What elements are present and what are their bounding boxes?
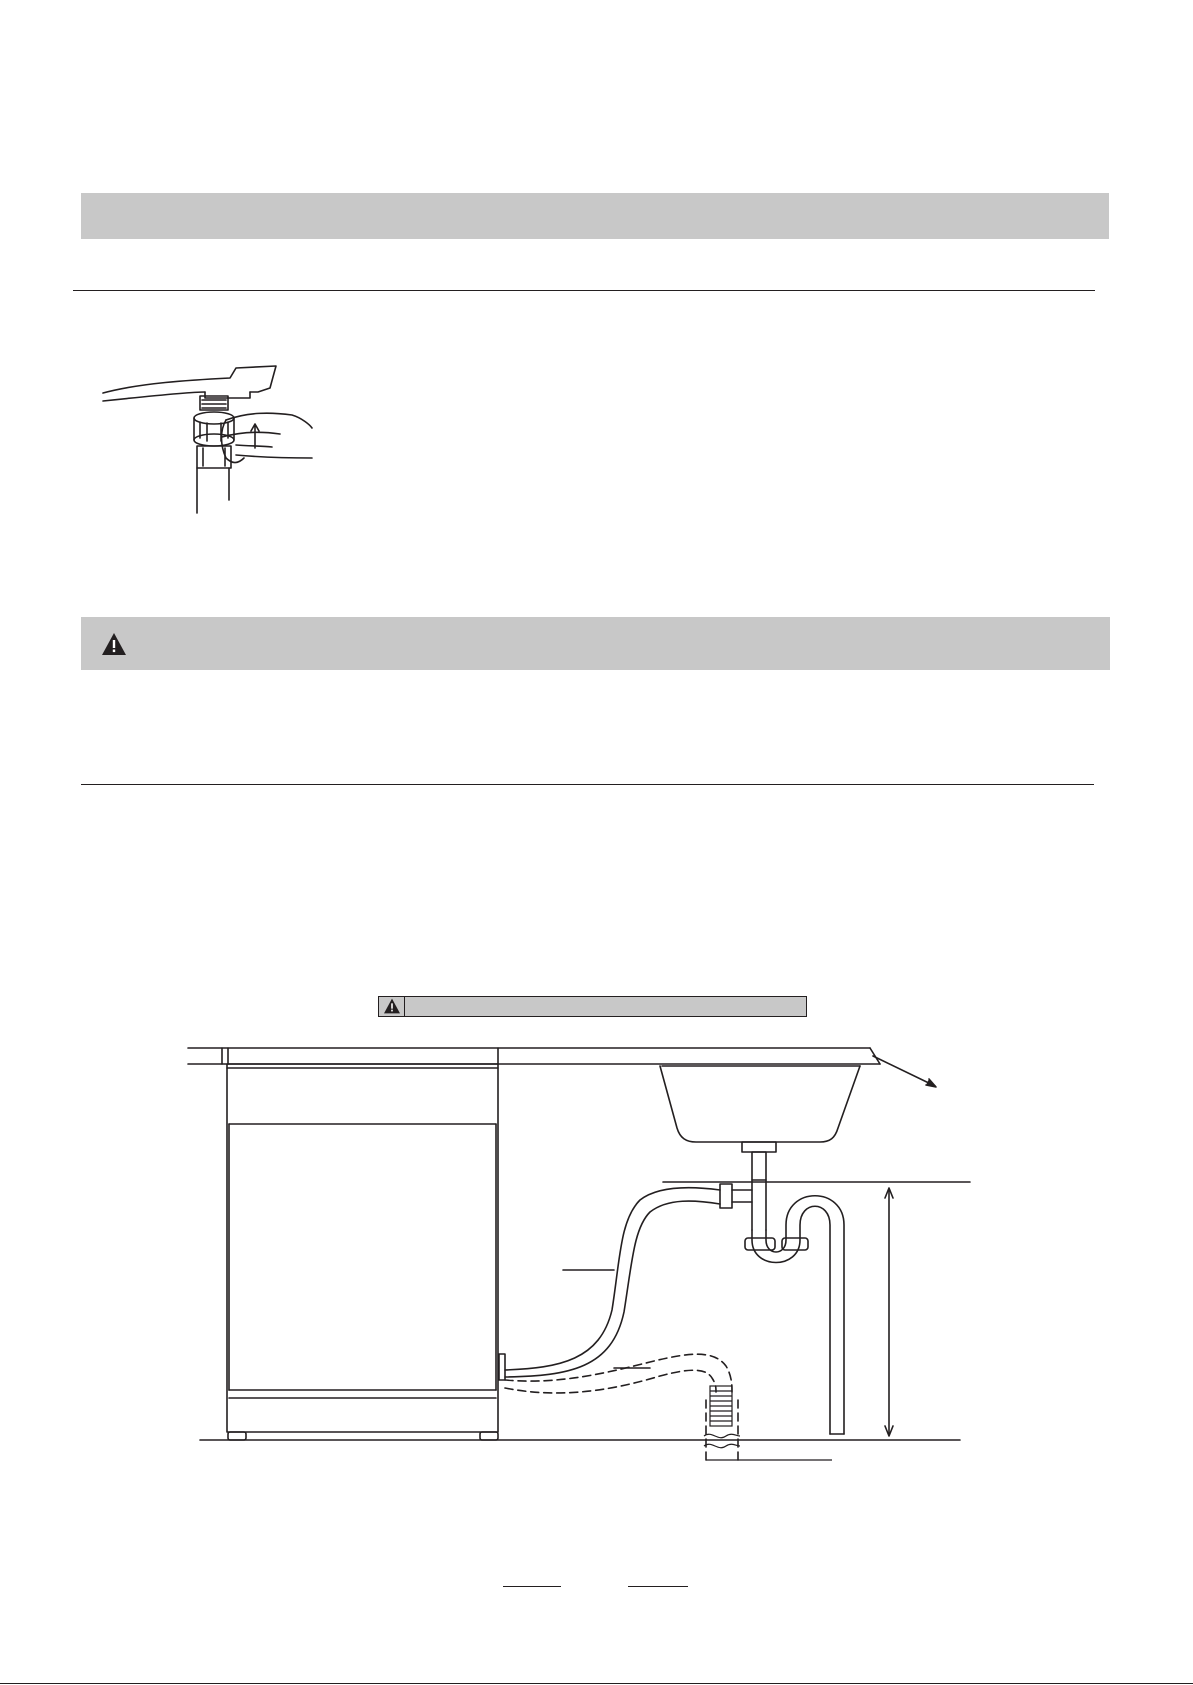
- section-divider-top: [73, 290, 1095, 291]
- warning-header-band: [81, 617, 1110, 670]
- diagram-warning-label-box: [378, 996, 807, 1017]
- blank-underline-left: [503, 1586, 561, 1587]
- warning-triangle-icon: [383, 998, 401, 1014]
- section-divider-middle: [81, 784, 1094, 785]
- blank-underline-right: [628, 1586, 688, 1587]
- section-header-band-top: [81, 193, 1109, 239]
- warning-triangle-icon: [101, 632, 127, 656]
- page-footer-rule: [0, 1683, 1193, 1684]
